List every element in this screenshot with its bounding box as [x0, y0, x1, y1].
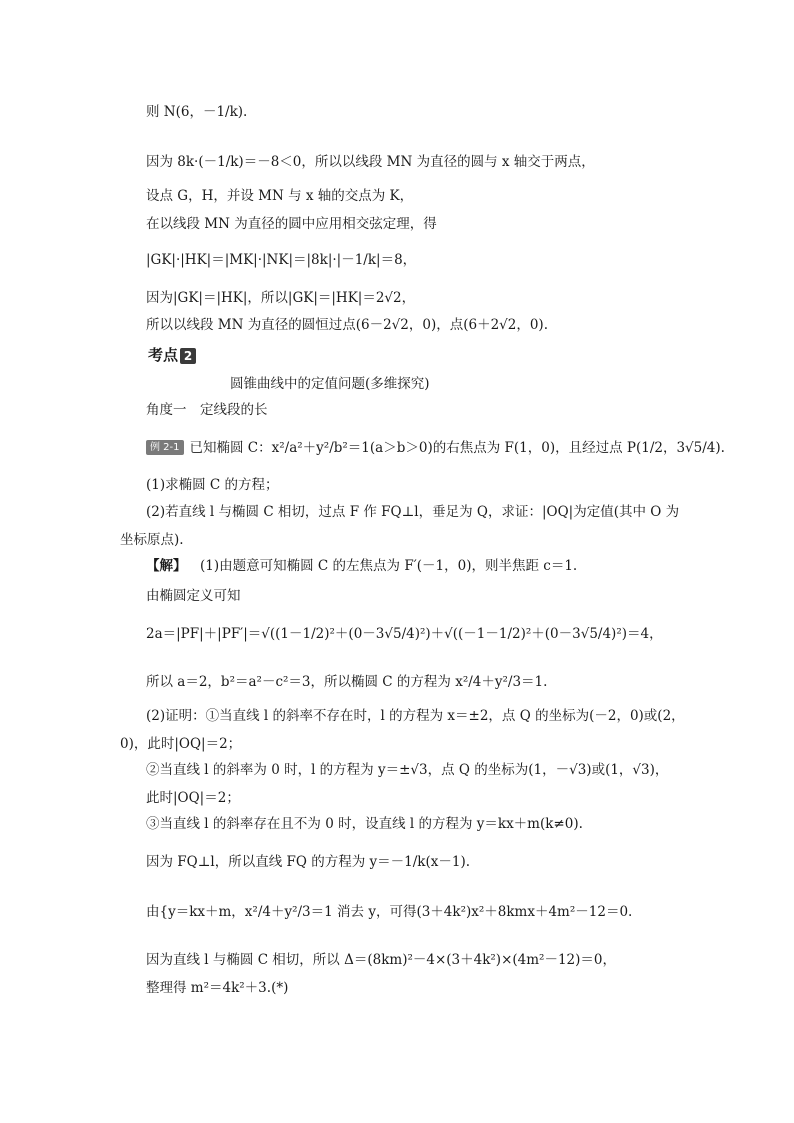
text-line: (2)证明：①当直线 l 的斜率不存在时，l 的方程为 x＝±2，点 Q 的坐标为(－2，0)或(2，	[146, 708, 685, 724]
angle-label: 角度一 定线段的长	[146, 402, 268, 418]
section-heading	[148, 344, 196, 365]
question-2: (2)若直线 l 与椭圆 C 相切，过点 F 作 FQ⊥l，垂足为 Q，求证：|OQ|为定值(其中 O 为	[146, 504, 680, 520]
text-line: 所以 a＝2，b²＝a²－c²＝3，所以椭圆 C 的方程为 x²/4＋y²/3＝1.	[146, 674, 548, 690]
example-badge: 例 2-1	[146, 440, 184, 455]
formula-line: 2a＝|PF|＋|PF′|＝√((1－1/2)²＋(0－3√5/4)²)＋√((－1－1/2)²＋(0－3√5/4)²)＝4，	[146, 626, 663, 642]
example-text: 已知椭圆 C：x²/a²＋y²/b²＝1(a＞b＞0)的右焦点为 F(1，0)，且经过点 P(1/2，3√5/4).	[189, 440, 725, 456]
text-line: 整理得 m²＝4k²＋3.(*)	[146, 980, 289, 996]
system-line: 由{y＝kx＋m，x²/4＋y²/3＝1 消去 y，可得(3＋4k²)x²＋8kmx＋4m²－12＝0.	[146, 904, 633, 920]
solution-text: (1)由题意可知椭圆 C 的左焦点为 F′(－1，0)，则半焦距 c＝1.	[200, 558, 578, 574]
text-line: 因为|GK|＝|HK|，所以|GK|＝|HK|＝2√2，	[146, 290, 416, 306]
solution-label: 【解】	[146, 558, 187, 574]
text-line: ③当直线 l 的斜率存在且不为 0 时，设直线 l 的方程为 y＝kx＋m(k≠0).	[146, 816, 583, 832]
text-line: 由椭圆定义可知	[146, 588, 241, 604]
section-heading-text: 考点	[148, 346, 179, 364]
topic-title: 圆锥曲线中的定值问题(多维探究)	[230, 376, 430, 392]
text-line: 则 N(6，－1/k).	[146, 104, 248, 120]
question-2-cont: 坐标原点).	[120, 532, 184, 548]
text-line: 0)，此时|OQ|＝2；	[120, 736, 242, 752]
text-line: 因为 FQ⊥l，所以直线 FQ 的方程为 y＝－1/k(x－1).	[146, 854, 471, 870]
text-line: 因为 8k·(－1/k)＝－8＜0，所以以线段 MN 为直径的圆与 x 轴交于两点，	[146, 154, 595, 170]
text-line: 在以线段 MN 为直径的圆中应用相交弦定理，得	[146, 216, 437, 232]
solution-line	[146, 556, 577, 576]
text-line: 设点 G，H，并设 MN 与 x 轴的交点为 K，	[146, 188, 414, 204]
example-line	[146, 438, 725, 458]
text-line: ②当直线 l 的斜率为 0 时，l 的方程为 y＝±√3，点 Q 的坐标为(1，－√3)或(1，√3)，	[146, 762, 669, 778]
text-line: |GK|·|HK|＝|MK|·|NK|＝|8k|·|－1/k|＝8，	[146, 252, 417, 268]
section-number-badge: 2	[180, 348, 196, 364]
text-line: 所以以线段 MN 为直径的圆恒过点(6－2√2，0)，点(6＋2√2，0).	[146, 317, 548, 333]
question-1: (1)求椭圆 C 的方程；	[146, 477, 279, 493]
text-line: 此时|OQ|＝2；	[146, 790, 240, 806]
text-line: 因为直线 l 与椭圆 C 相切，所以 Δ＝(8km)²－4×(3＋4k²)×(4m²－12)＝0，	[146, 952, 616, 968]
